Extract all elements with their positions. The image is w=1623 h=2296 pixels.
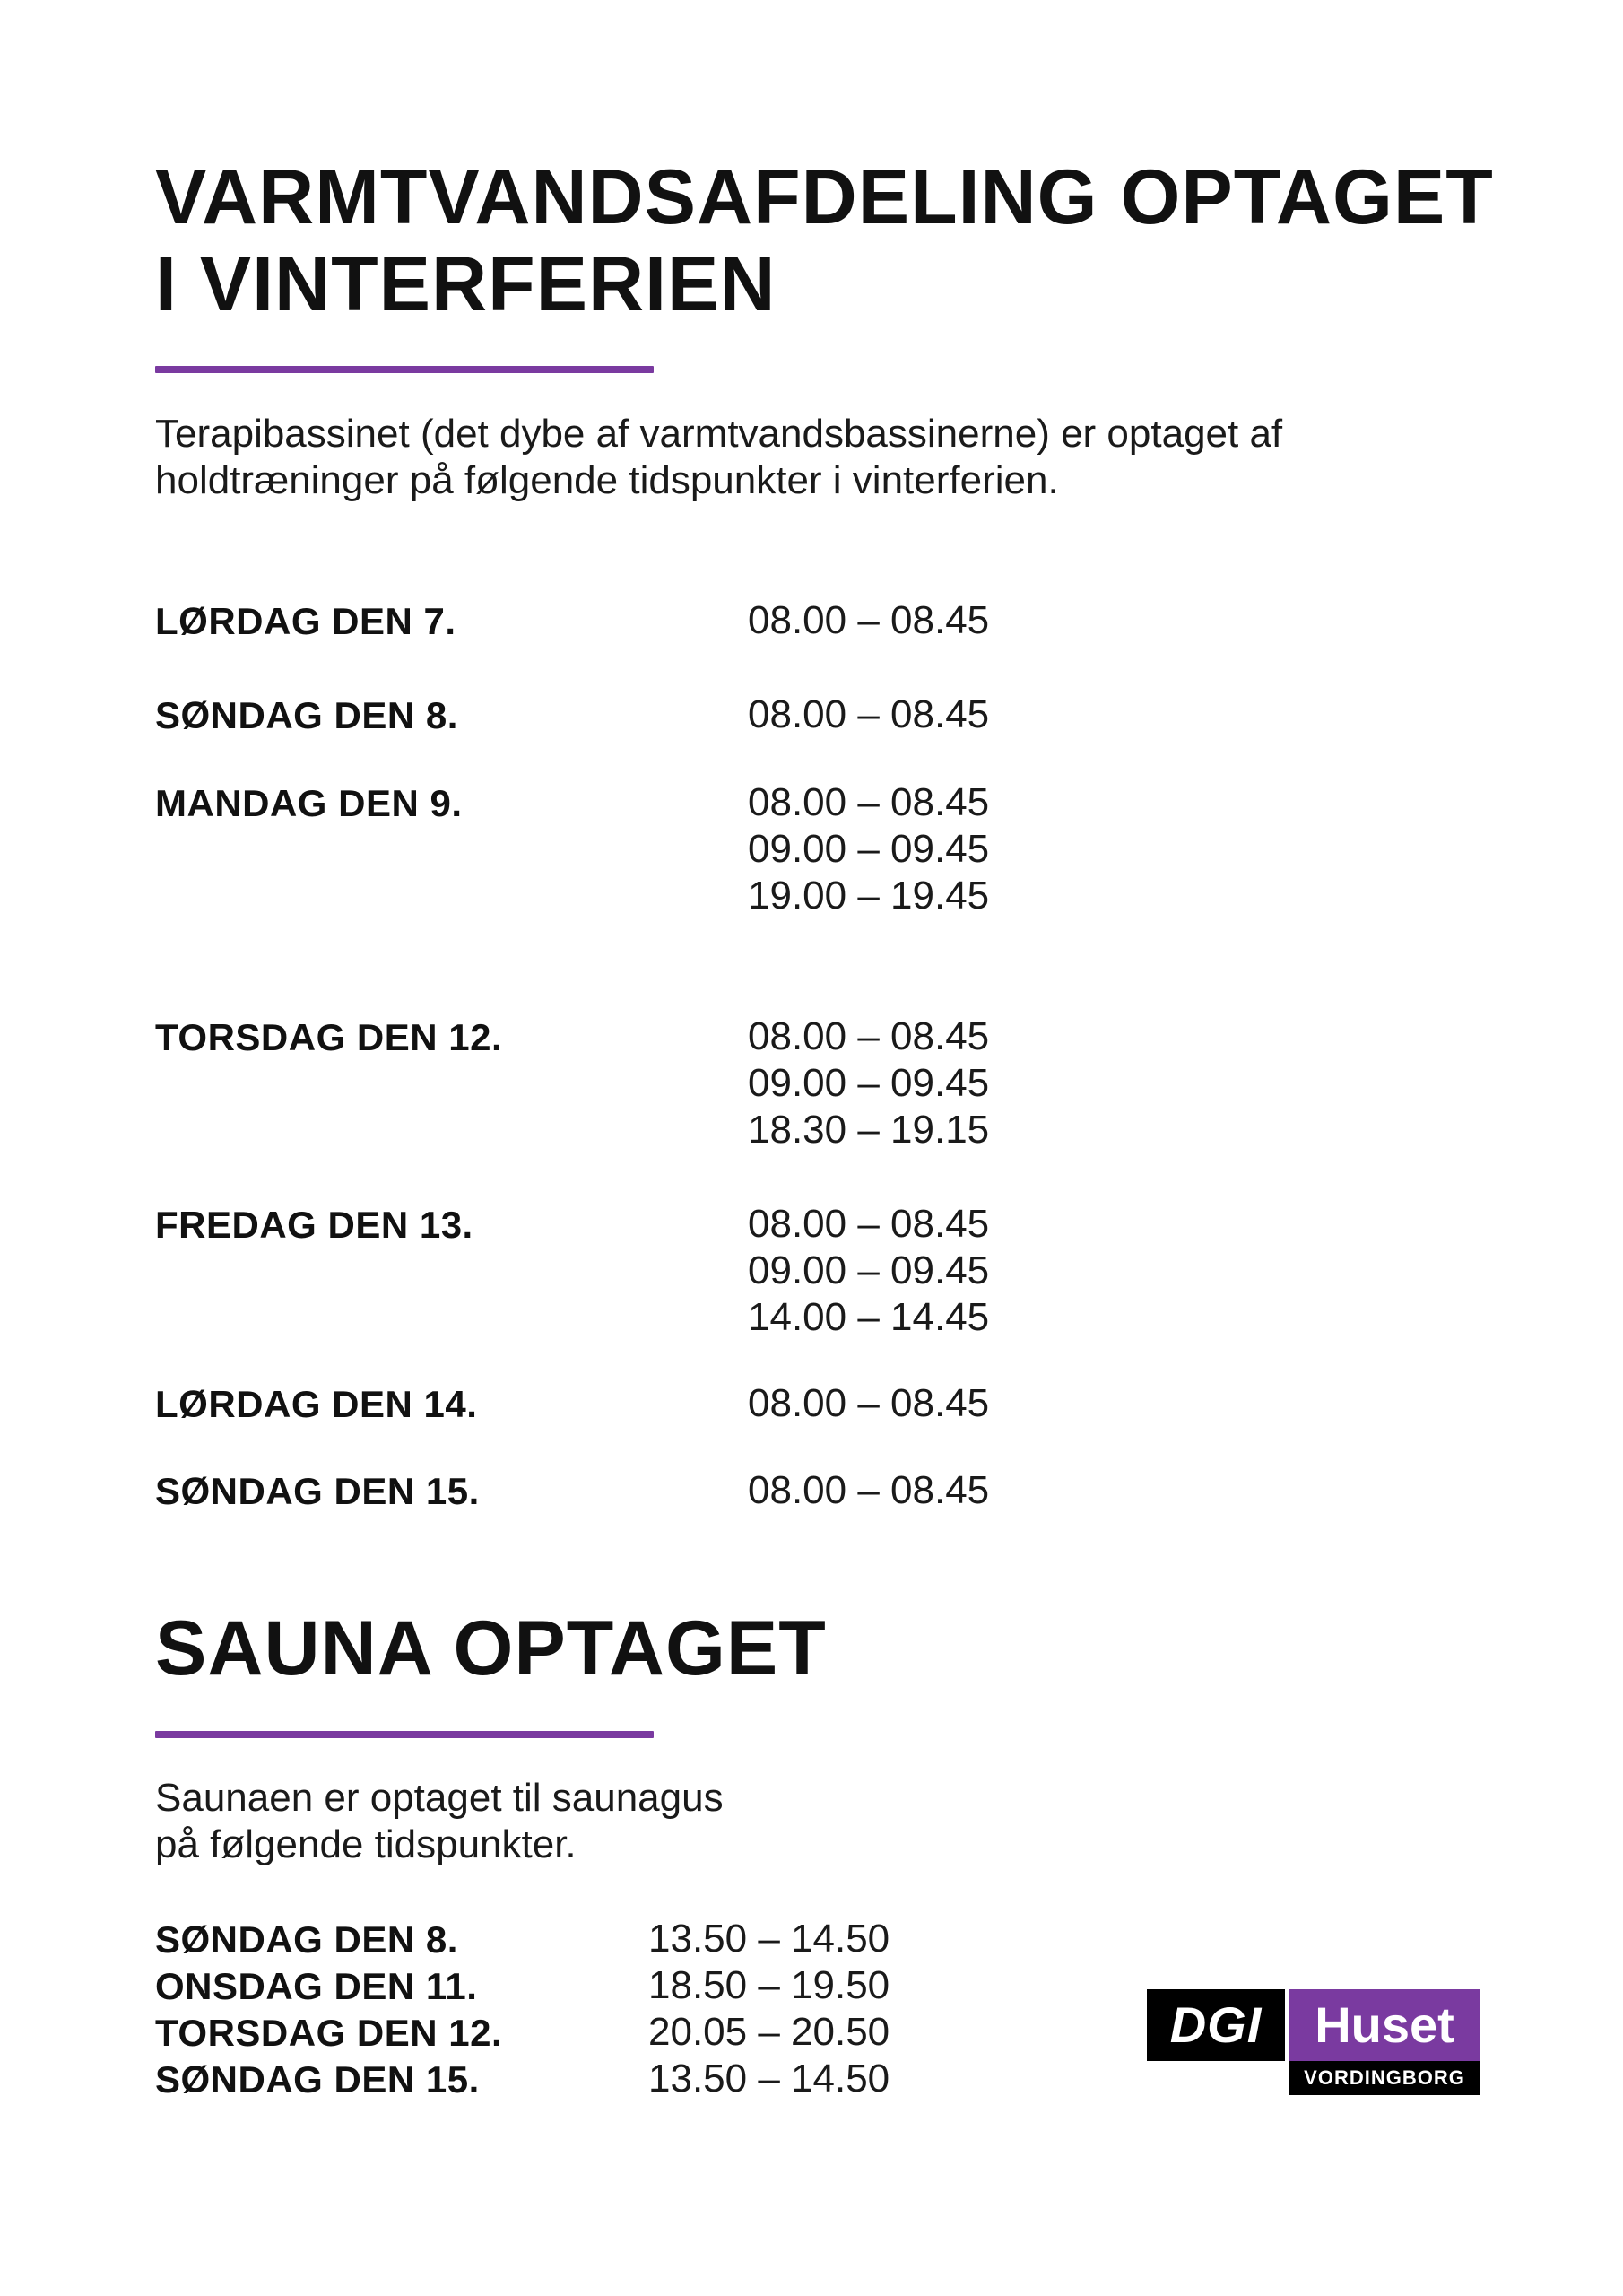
dgi-huset-logo bbox=[1147, 1989, 1480, 2095]
warm-title-divider bbox=[155, 366, 654, 373]
sauna-intro-line2: på følgende tidspunkter. bbox=[155, 1822, 577, 1866]
warm-time: 08.00 – 08.45 bbox=[748, 692, 990, 736]
sauna-title: SAUNA OPTAGET bbox=[155, 1605, 827, 1692]
warm-day: MANDAG DEN 9. bbox=[155, 782, 463, 824]
warm-day: FREDAG DEN 13. bbox=[155, 1204, 473, 1246]
warm-time: 09.00 – 09.45 bbox=[748, 827, 990, 871]
warm-time: 19.00 – 19.45 bbox=[748, 874, 990, 918]
warm-intro-line1: Terapibassinet (det dybe af varmtvandsbassinerne) er optaget af bbox=[155, 412, 1283, 456]
warm-day: SØNDAG DEN 8. bbox=[155, 694, 458, 736]
sauna-day: SØNDAG DEN 8. bbox=[155, 1918, 458, 1961]
logo-dgi-block: DGI bbox=[1147, 1989, 1285, 2061]
warm-time: 08.00 – 08.45 bbox=[748, 780, 990, 824]
warm-title-line2: I VINTERFERIEN bbox=[155, 241, 777, 327]
sauna-time: 13.50 – 14.50 bbox=[648, 1917, 890, 1961]
warm-title-line1: VARMTVANDSAFDELING OPTAGET bbox=[155, 154, 1494, 240]
warm-intro-line2: holdtræninger på følgende tidspunkter i vinterferien. bbox=[155, 458, 1059, 502]
sauna-time: 20.05 – 20.50 bbox=[648, 2010, 890, 2054]
warm-day: SØNDAG DEN 15. bbox=[155, 1470, 480, 1512]
warm-day: TORSDAG DEN 12. bbox=[155, 1016, 503, 1058]
warm-time: 09.00 – 09.45 bbox=[748, 1248, 990, 1292]
warm-time: 14.00 – 14.45 bbox=[748, 1295, 990, 1339]
sauna-time: 13.50 – 14.50 bbox=[648, 2057, 890, 2100]
sauna-day: TORSDAG DEN 12. bbox=[155, 2012, 503, 2054]
warm-day: LØRDAG DEN 14. bbox=[155, 1383, 478, 1425]
warm-time: 08.00 – 08.45 bbox=[748, 1468, 990, 1512]
logo-huset-block: Huset bbox=[1289, 1989, 1480, 2061]
warm-time: 09.00 – 09.45 bbox=[748, 1061, 990, 1105]
warm-time: 08.00 – 08.45 bbox=[748, 598, 990, 642]
warm-time: 08.00 – 08.45 bbox=[748, 1202, 990, 1246]
sauna-title-divider bbox=[155, 1731, 654, 1738]
sauna-time: 18.50 – 19.50 bbox=[648, 1963, 890, 2007]
sauna-intro-line1: Saunaen er optaget til saunagus bbox=[155, 1776, 724, 1820]
logo-city-block: VORDINGBORG bbox=[1289, 2061, 1480, 2095]
sauna-day: ONSDAG DEN 11. bbox=[155, 1965, 478, 2007]
warm-time: 08.00 – 08.45 bbox=[748, 1014, 990, 1058]
warm-day: LØRDAG DEN 7. bbox=[155, 600, 456, 642]
warm-time: 08.00 – 08.45 bbox=[748, 1381, 990, 1425]
sauna-day: SØNDAG DEN 15. bbox=[155, 2058, 480, 2100]
warm-time: 18.30 – 19.15 bbox=[748, 1108, 990, 1152]
